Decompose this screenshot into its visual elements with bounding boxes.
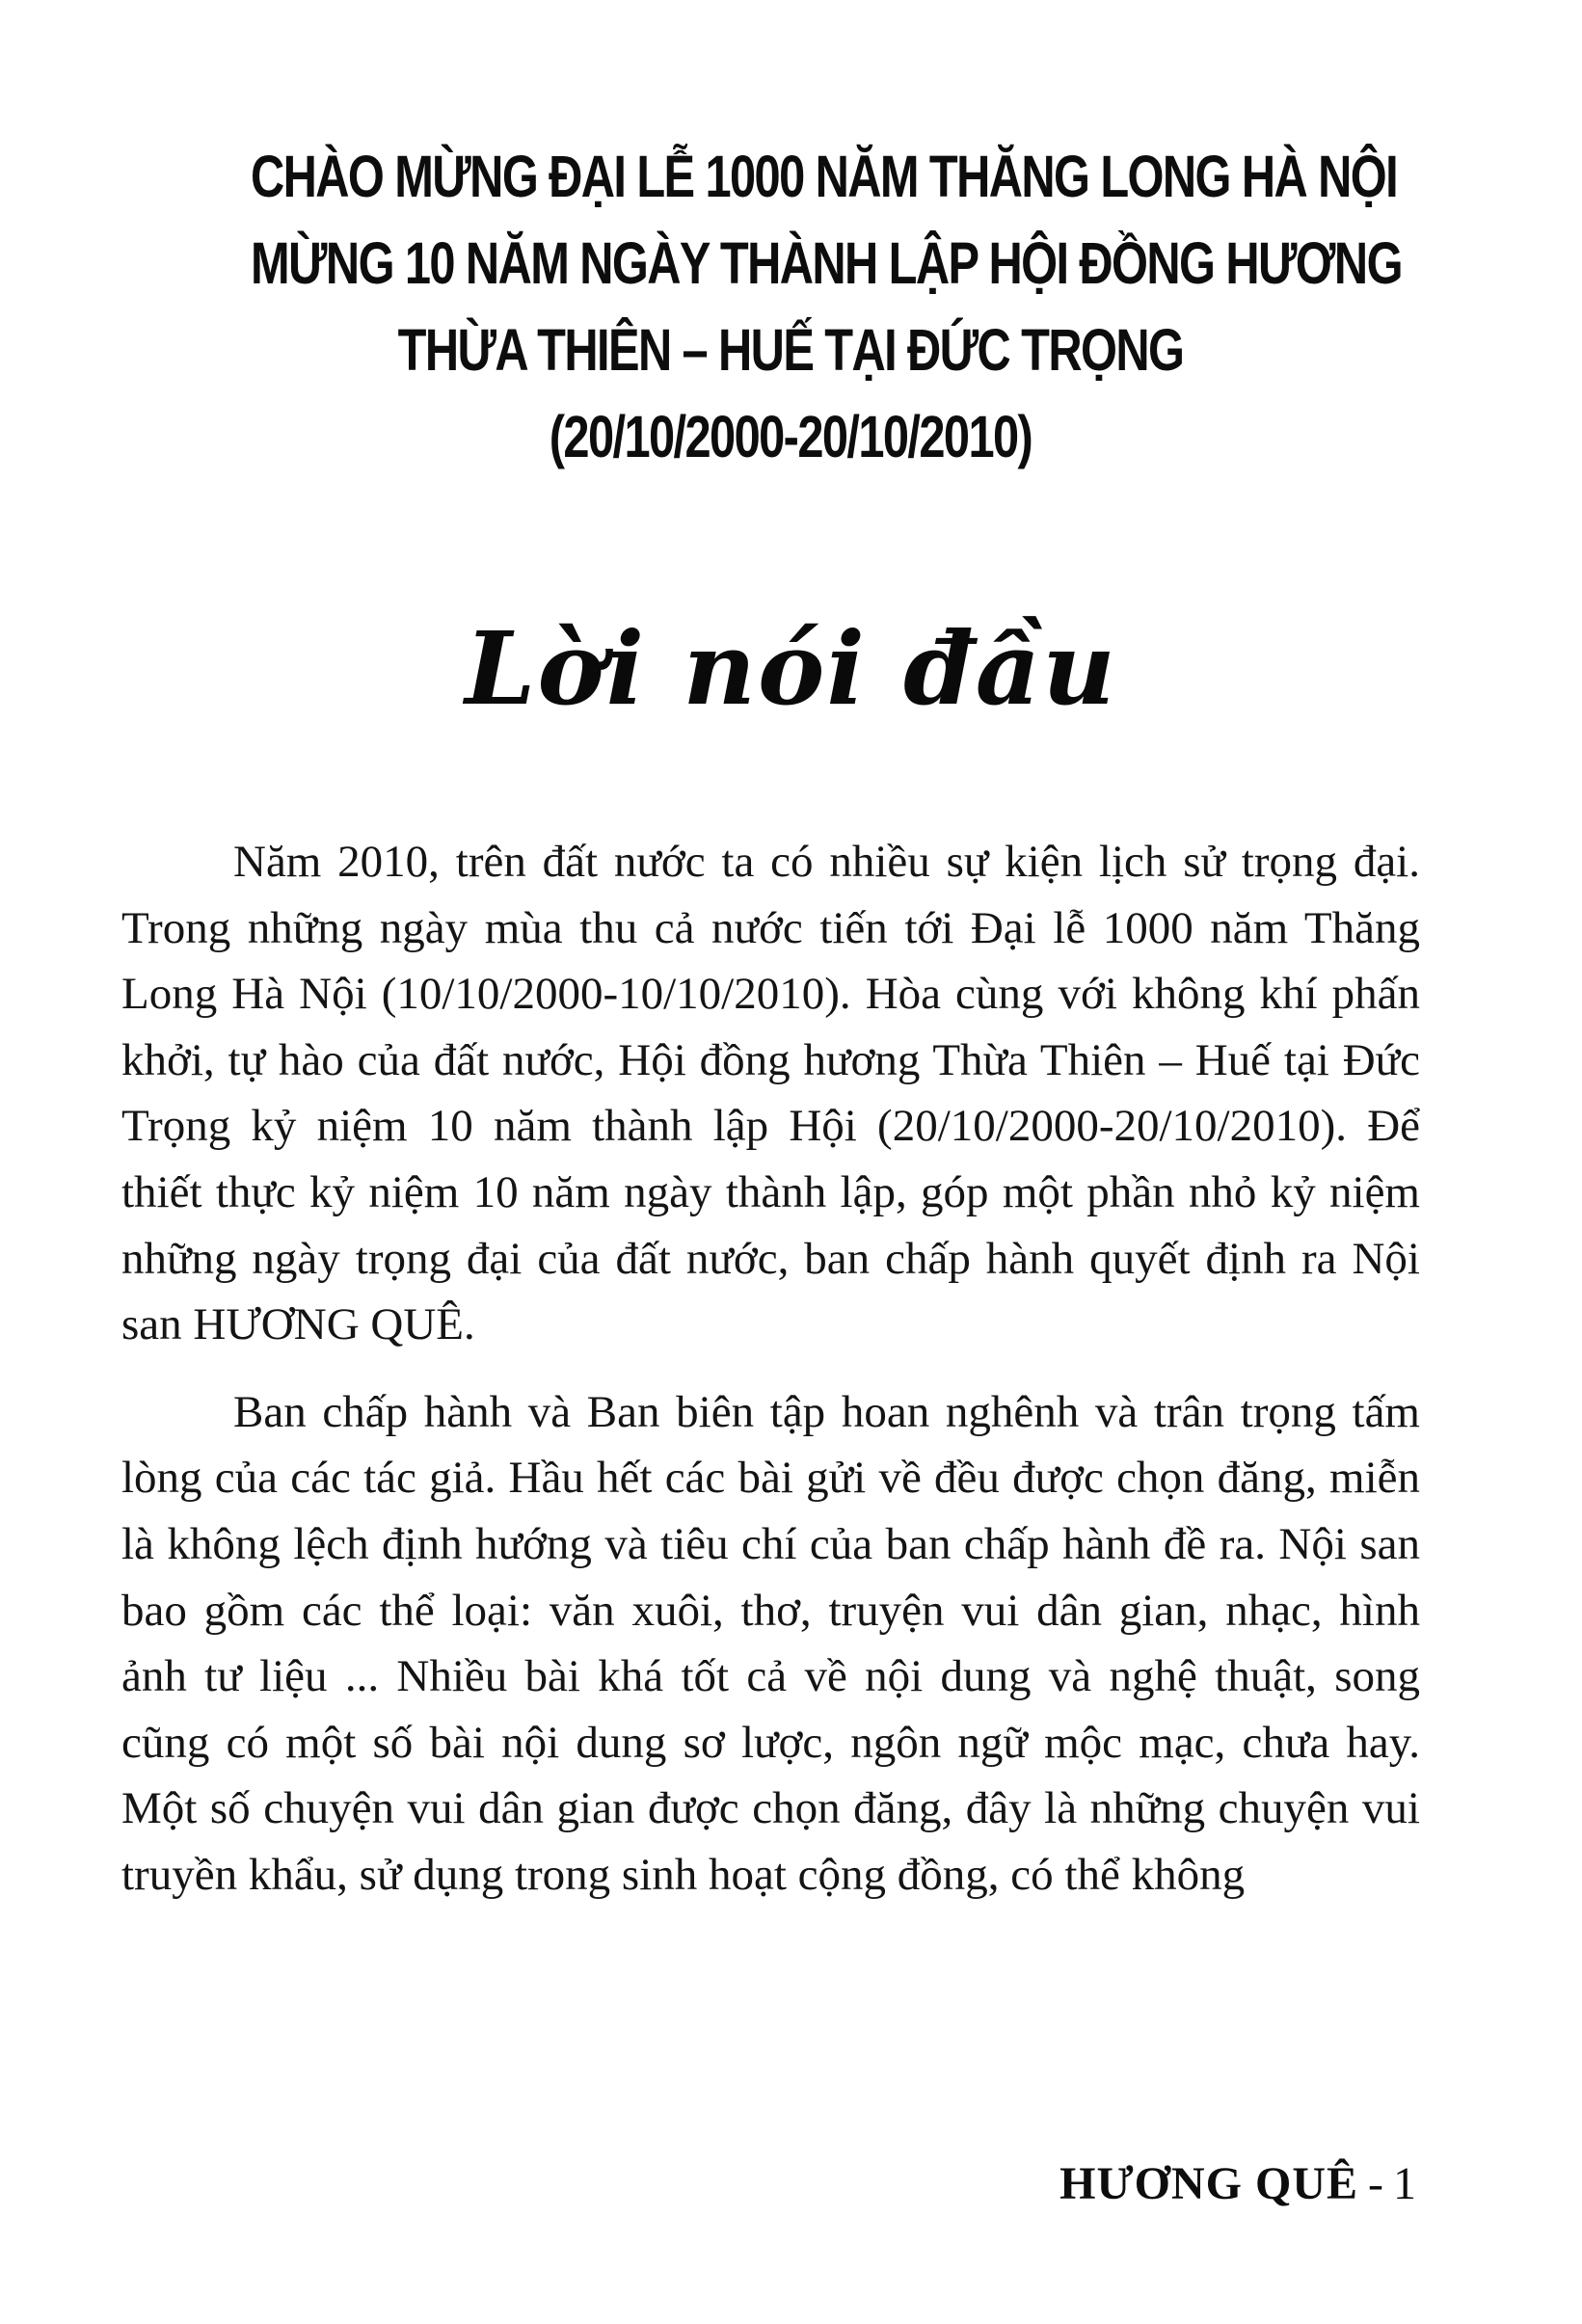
- publication-name: HƯƠNG QUÊ: [1059, 2158, 1359, 2209]
- celebration-header: [116, 133, 1465, 480]
- preface-body: [121, 829, 1420, 1909]
- header-line-2: MỪNG 10 NĂM NGÀY THÀNH LẬP HỘI ĐỒNG HƯƠNG: [251, 230, 1402, 296]
- footer-separator: -: [1368, 2158, 1383, 2209]
- header-line-4: (20/10/2000-20/10/2010): [549, 404, 1032, 469]
- header-line-1: CHÀO MỪNG ĐẠI LỄ 1000 NĂM THĂNG LONG HÀ NỘI: [251, 144, 1398, 209]
- paragraph-2: Ban chấp hành và Ban biên tập hoan nghênh và trân trọng tấm lòng của các tác giả. Hầu hết các bài gửi về đều được chọn đăng, miễn là không lệch định hướng và tiêu chí của ban chấp hành đề ra. Nội san bao gồm các thể loại: văn xuôi, thơ, truyện vui dân gian, nhạc, hình ảnh tư liệu ... Nhiều bài khá tốt cả về nội dung và nghệ thuật, song cũng có một số bài nội dung sơ lược, ngôn ngữ mộc mạc, chưa hay. Một số chuyện vui dân gian được chọn đăng, đây là những chuyện vui truyền khẩu, sử dụng trong sinh hoạt cộng đồng, có thể không: [121, 1386, 1420, 1900]
- preface-title: Lời nói đầu: [465, 609, 1117, 728]
- paragraph-1: Năm 2010, trên đất nước ta có nhiều sự kiện lịch sử trọng đại. Trong những ngày mùa thu cả nước tiến tới Đại lễ 1000 năm Thăng Long Hà Nội (10/10/2000-10/10/2010). Hòa cùng với không khí phấn khởi, tự hào của đất nước, Hội đồng hương Thừa Thiên – Huế tại Đức Trọng kỷ niệm 10 năm thành lập Hội (20/10/2000-20/10/2010). Để thiết thực kỷ niệm 10 năm ngày thành lập, góp một phần nhỏ kỷ niệm những ngày trọng đại của đất nước, ban chấp hành quyết định ra Nội san HƯƠNG QUÊ.: [121, 837, 1420, 1350]
- header-line-3: THỪA THIÊN – HUẾ TẠI ĐỨC TRỌNG: [397, 317, 1184, 383]
- page-footer: [1059, 2157, 1416, 2210]
- page-number: 1: [1393, 2158, 1416, 2209]
